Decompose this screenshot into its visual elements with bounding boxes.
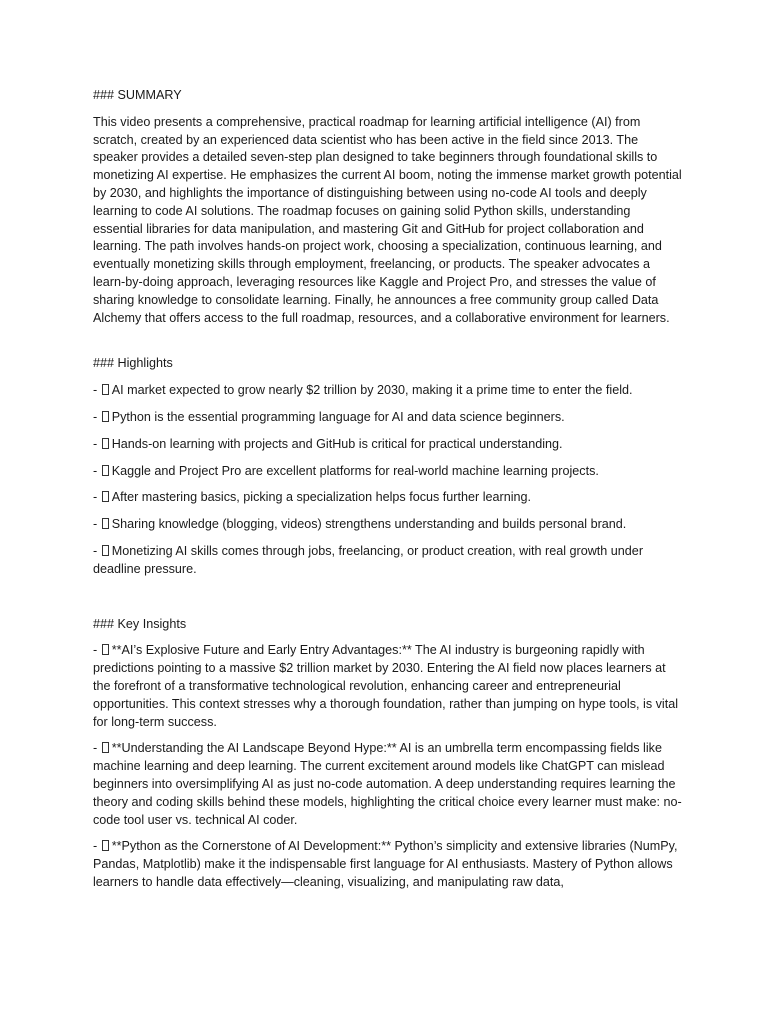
- highlight-text: AI market expected to grow nearly $2 trillion by 2030, making it a prime time to enter the field.: [111, 383, 633, 398]
- bullet-dash: -: [93, 409, 101, 424]
- missing-glyph-icon: [102, 644, 109, 655]
- bullet-dash: -: [93, 517, 101, 532]
- missing-glyph-icon: [102, 840, 109, 851]
- highlight-item: [93, 516, 683, 534]
- bullet-dash: -: [93, 490, 101, 505]
- missing-glyph-icon: [102, 384, 109, 395]
- highlight-text: Monetizing AI skills comes through jobs, freelancing, or product creation, with real growth under deadline pressure.: [93, 543, 644, 576]
- highlights-heading: ### Highlights: [93, 356, 173, 371]
- highlight-item: [93, 436, 683, 454]
- highlight-item: [93, 382, 683, 400]
- insight-text: **Understanding the AI Landscape Beyond Hype:** AI is an umbrella term encompassing fields like machine learning and deep learning. The current excitement around models like ChatGPT can mislead beginners into oversimplifying AI as just no-code automation. A deep understanding requires learning the theory and coding skills behind these models, highlighting the critical choice every learner must make: no-code tool user vs. technical AI coder.: [93, 741, 682, 827]
- bullet-dash: -: [93, 543, 101, 558]
- summary-heading: ### SUMMARY: [93, 88, 182, 102]
- highlight-item: [93, 543, 683, 579]
- insights-list: [93, 642, 683, 891]
- spacer: [93, 373, 683, 382]
- spacer: [93, 588, 683, 616]
- highlight-item: [93, 489, 683, 507]
- insight-item: [93, 740, 683, 829]
- missing-glyph-icon: [102, 465, 109, 476]
- highlight-item: [93, 409, 683, 427]
- bullet-dash: -: [93, 643, 101, 658]
- spacer: [93, 633, 683, 642]
- bullet-dash: -: [93, 741, 101, 756]
- highlight-text: Hands-on learning with projects and GitHub is critical for practical understanding.: [111, 436, 563, 451]
- missing-glyph-icon: [102, 411, 109, 422]
- missing-glyph-icon: [102, 438, 109, 449]
- insight-item: [93, 642, 683, 731]
- insights-heading: ### Key Insights: [93, 616, 187, 631]
- bullet-dash: -: [93, 436, 101, 451]
- spacer: [93, 105, 683, 114]
- document-page: [93, 87, 683, 901]
- highlight-text: Kaggle and Project Pro are excellent platforms for real-world machine learning projects.: [111, 463, 599, 478]
- bullet-dash: -: [93, 839, 101, 854]
- spacer: [93, 327, 683, 355]
- highlight-text: Sharing knowledge (blogging, videos) strengthens understanding and builds personal brand.: [111, 517, 627, 532]
- missing-glyph-icon: [102, 742, 109, 753]
- highlight-item: [93, 463, 683, 481]
- highlight-text: Python is the essential programming language for AI and data science beginners.: [111, 409, 565, 424]
- bullet-dash: -: [93, 383, 101, 398]
- insight-text: **AI’s Explosive Future and Early Entry Advantages:** The AI industry is burgeoning rapidly with predictions pointing to a massive $2 trillion market by 2030. Entering the AI field now places learners at the forefront of a transformative technological revolution, enhancing career and entrepreneurial opportunities. This context stresses why a thorough foundation, rather than jumping on hype tools, is vital for long-term success.: [93, 643, 679, 729]
- highlights-list: [93, 382, 683, 578]
- highlight-text: After mastering basics, picking a specialization helps focus further learning.: [111, 490, 532, 505]
- bullet-dash: -: [93, 463, 101, 478]
- insight-text: **Python as the Cornerstone of AI Development:** Python’s simplicity and extensive libraries (NumPy, Pandas, Matplotlib) make it the indispensable first language for AI enthusiasts. Mastery of Python allows learners to handle data effectively—cleaning, visualizing, and manipulating raw data,: [93, 839, 678, 889]
- missing-glyph-icon: [102, 545, 109, 556]
- summary-paragraph: This video presents a comprehensive, practical roadmap for learning artificial intelligence (AI) from scratch, created by an experienced data scientist who has been active in the field since 2013. The speaker provides a detailed seven-step plan designed to take beginners through foundational skills to monetizing AI expertise. He emphasizes the current AI boom, noting the immense market growth potential by 2030, and highlights the importance of distinguishing between using no-code AI tools and deeply learning to code AI solutions. The roadmap focuses on gaining solid Python skills, understanding essential libraries for data manipulation, and mastering Git and GitHub for project collaboration and learning. The path involves hands-on project work, choosing a specialization, continuous learning, and eventually monetizing skills through employment, freelancing, or products. The speaker advocates a learn-by-doing approach, leveraging resources like Kaggle and Project Pro, and stresses the value of sharing knowledge to consolidate learning. Finally, he announces a free community group called Data Alchemy that offers access to the full roadmap, resources, and a collaborative environment for learners.: [93, 114, 682, 325]
- insight-item: [93, 838, 683, 891]
- missing-glyph-icon: [102, 491, 109, 502]
- missing-glyph-icon: [102, 518, 109, 529]
